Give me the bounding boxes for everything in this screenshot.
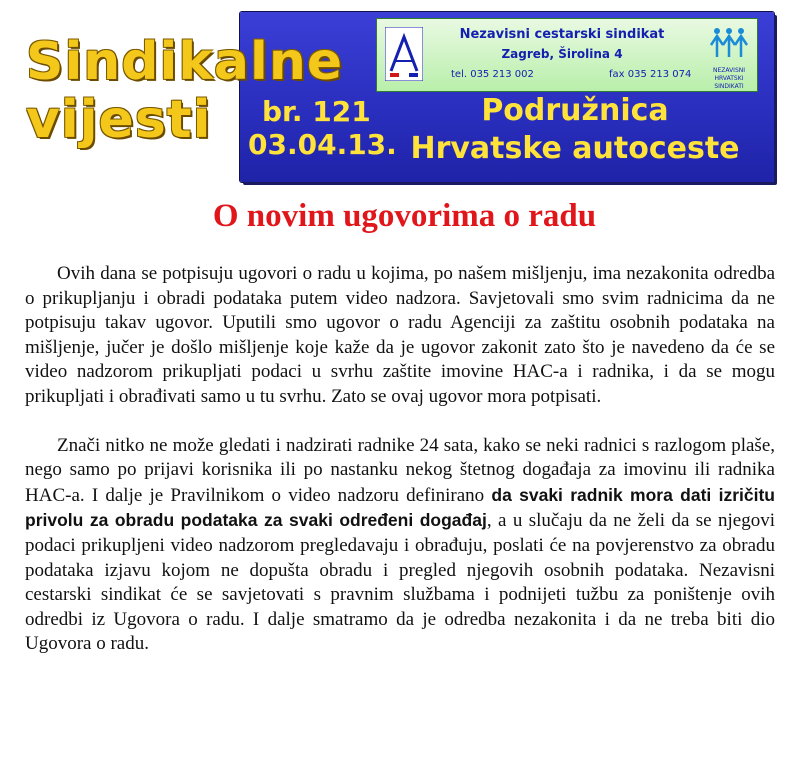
people-icon [709, 25, 749, 61]
branch-line-2: Hrvatske autoceste [410, 131, 740, 166]
issue-date: 03.04.13. [248, 128, 397, 161]
nhs-logo [707, 25, 751, 90]
issue-number: br. 121 [262, 95, 371, 128]
article-paragraph-1: Ovih dana se potpisuju ugovori o radu u kojima, po našem mišljenju, ima nezakonita odredba o prikupljanju i obradi podataka putem video nadzora. Savjetovali smo svim radnicima da ne potpisuju takav ugovor. Uputili smo ugovor o radu Agenciji za zaštitu osobnih podataka na mišljenje, jučer je došlo mišljenje koje kaže da je ugovor zakonit zato što je navedeno da će se video nadzorom prikupljati podaci u svrhu zaštite imovine HAC-a i radnika, i da se mogu prikupljati i obrađivati samo u tu svrhu. Zato se ovaj ugovor mora potpisati. [25, 263, 775, 407]
union-info-card [376, 18, 758, 92]
branch-line-1: Podružnica [481, 93, 669, 128]
newsletter-header [0, 0, 809, 188]
paragraph-2-text-start: Znači nitko ne može gledati i nadzirati radnike 24 sata, kako se neki radnici s razlogom plaše, nego samo po prijavi korisnika ili po nastanku nekog štetnog događaja za imovinu ili radnika HAC-a. I dalje je Pravilnikom o video nadzoru definirano [25, 434, 775, 506]
paragraph-2-text-end: , a u slučaju da ne želi da se njegovi podaci prikupljeni video nadzorom pregledavaju i obrađuju, poslati će na povjerenstvo za obradu podataka izjavu kojom ne dopušta obradu i pregled njegovih osobnih podataka. Nezavisni cestarski sindikat će se savjetovati s pravnim službama i podnijeti tužbu za poništenje ovih odredbi iz Ugovora o radu. I dalje smatramo da je odredba nezakonita i da ne treba biti dio Ugovora o radu. [25, 510, 775, 655]
union-name: Nezavisni cestarski sindikat [459, 27, 665, 42]
nhs-logo-line-2: HRVATSKI [714, 75, 744, 82]
hac-logo-icon [385, 27, 423, 81]
nhs-logo-line-3: SINDIKATI [714, 83, 744, 90]
paragraph-2-bold-text: da svaki radnik mora dati izričitu privolu za obradu podataka za svaki određeni događaj [25, 484, 775, 531]
issue-info [248, 95, 397, 162]
union-address: Zagreb, Širolina 4 [501, 47, 623, 61]
masthead-line-1: Sindikalne [26, 32, 344, 92]
article-body [25, 262, 775, 657]
branch-title [380, 92, 770, 168]
article-paragraph-2 [25, 434, 775, 657]
nhs-logo-line-1: NEZAVISNI [712, 67, 746, 74]
masthead-line-2: vijesti [26, 90, 212, 150]
article-title: O novim ugovorima o radu [212, 198, 597, 234]
union-phone: tel. 035 213 002 [451, 69, 534, 80]
union-fax: fax 035 213 074 [609, 69, 692, 80]
